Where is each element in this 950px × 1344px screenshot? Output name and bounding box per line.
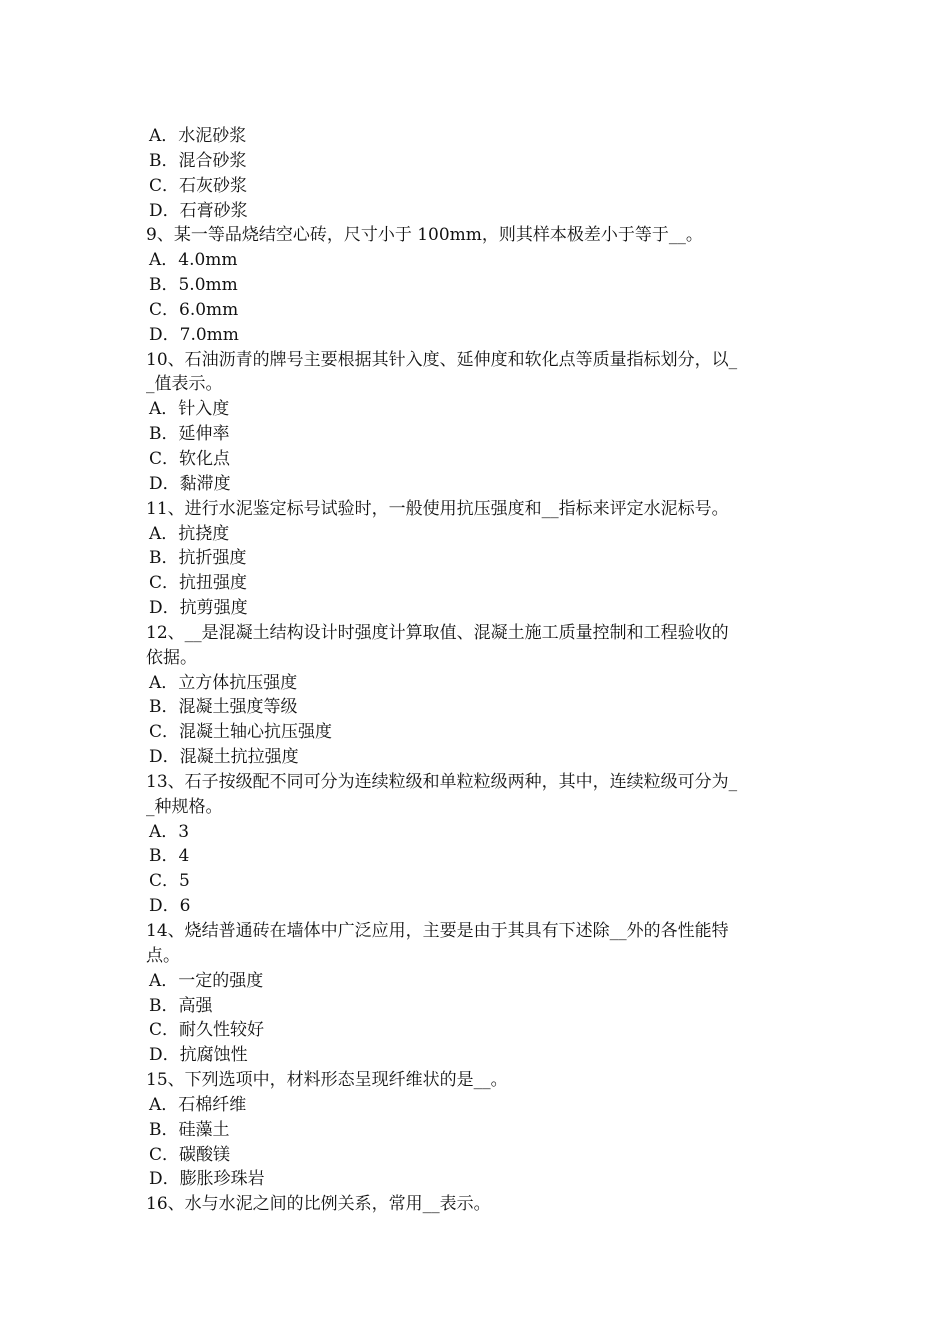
answer-option: D．抗腐蚀性 xyxy=(149,1045,248,1066)
answer-option: C．混凝土轴心抗压强度 xyxy=(149,722,333,743)
answer-option: C．石灰砂浆 xyxy=(149,175,248,196)
answer-option: A．4.0mm xyxy=(149,250,238,271)
question-text-line: 12、__是混凝土结构设计时强度计算取值、混凝土施工质量控制和工程验收的 xyxy=(146,622,729,643)
question-text-line: 点。 xyxy=(146,945,180,966)
question-text-line: _种规格。 xyxy=(146,796,223,817)
answer-option: D．7.0mm xyxy=(149,324,239,345)
question-text-line: 16、水与水泥之间的比例关系，常用__表示。 xyxy=(146,1194,491,1215)
answer-option: C．6.0mm xyxy=(149,299,239,320)
answer-option: B．4 xyxy=(149,846,190,867)
answer-option: B．高强 xyxy=(149,995,213,1016)
document-page xyxy=(146,124,816,1217)
question-text-line: _值表示。 xyxy=(146,374,223,395)
answer-option: A．一定的强度 xyxy=(149,970,264,991)
question-text-line: 10、石油沥青的牌号主要根据其针入度、延伸度和软化点等质量指标划分，以_ xyxy=(146,349,738,370)
answer-option: A．水泥砂浆 xyxy=(149,126,247,146)
answer-option: A．针入度 xyxy=(149,399,230,420)
answer-option: D．膨胀珍珠岩 xyxy=(149,1169,265,1190)
answer-option: C．碳酸镁 xyxy=(149,1144,231,1165)
answer-option: D．混凝土抗拉强度 xyxy=(149,747,299,768)
answer-option: A．立方体抗压强度 xyxy=(149,672,298,693)
answer-option: A．3 xyxy=(149,821,190,842)
answer-option: B．混凝土强度等级 xyxy=(149,697,298,718)
answer-option: A．抗挠度 xyxy=(149,523,230,544)
answer-option: D．石膏砂浆 xyxy=(149,200,248,221)
answer-option: C．软化点 xyxy=(149,448,231,469)
answer-option: C．抗扭强度 xyxy=(149,573,248,594)
answer-option: B．5.0mm xyxy=(149,275,238,296)
answer-option: B．抗折强度 xyxy=(149,548,247,569)
question-text-line: 依据。 xyxy=(146,647,197,668)
answer-option: D．黏滞度 xyxy=(149,473,231,494)
question-text-line: 15、下列选项中，材料形态呈现纤维状的是__。 xyxy=(146,1070,508,1091)
answer-option: B．延伸率 xyxy=(149,424,230,445)
answer-option: B．混合砂浆 xyxy=(149,150,247,171)
answer-option: B．硅藻土 xyxy=(149,1119,230,1140)
answer-option: D．抗剪强度 xyxy=(149,598,248,619)
answer-option: A．石棉纤维 xyxy=(149,1094,247,1115)
question-text-line: 11、进行水泥鉴定标号试验时，一般使用抗压强度和__指标来评定水泥标号。 xyxy=(146,498,729,519)
question-text-line: 13、石子按级配不同可分为连续粒级和单粒粒级两种，其中，连续粒级可分为_ xyxy=(146,771,738,792)
question-text-line: 14、烧结普通砖在墙体中广泛应用，主要是由于其具有下述除__外的各性能特 xyxy=(146,921,729,941)
answer-option: C．耐久性较好 xyxy=(149,1020,265,1041)
answer-option: D．6 xyxy=(149,896,191,917)
question-text-line: 9、某一等品烧结空心砖，尺寸小于 100mm，则其样本极差小于等于__。 xyxy=(146,225,703,246)
answer-option: C．5 xyxy=(149,871,190,892)
